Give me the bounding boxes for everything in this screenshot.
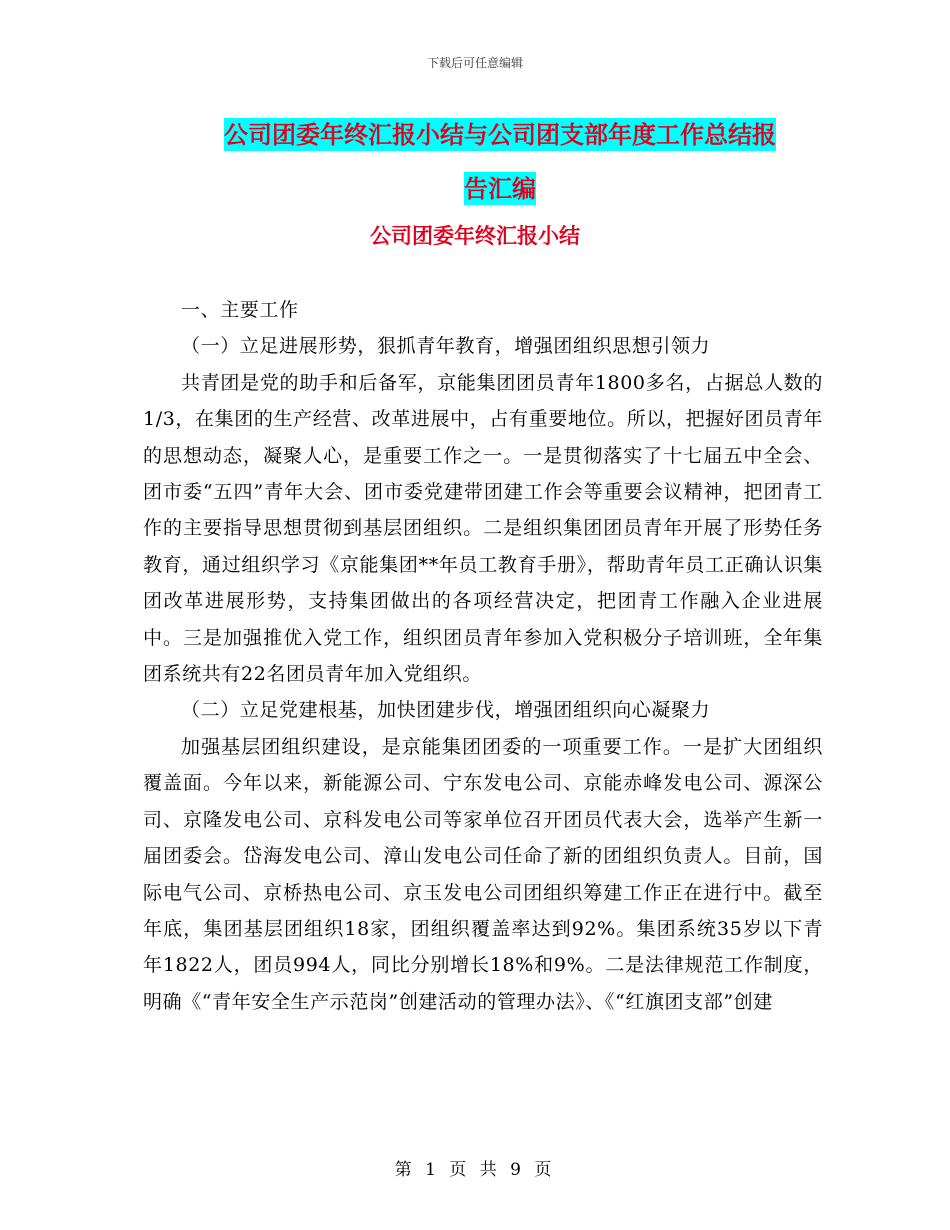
subheading-1: （一）立足进展形势，狠抓青年教育，增强团组织思想引领力 xyxy=(181,335,711,358)
section-title: 公司团委年终汇报小结 xyxy=(370,223,580,248)
document-title-line2: 告汇编 xyxy=(464,174,536,203)
document-body xyxy=(143,292,823,1020)
header-note: 下载后可任意编辑 xyxy=(426,56,523,70)
page-footer: 第 1 页 共 9 页 xyxy=(394,1160,556,1180)
paragraph-1: 共青团是党的助手和后备军，京能集团团员青年1800多名，占据总人数的1/3，在集团的生产经营、改革进展中，占有重要地位。所以，把握好团员青年的思想动态，凝聚人心，是重要工作之一。一是贯彻落实了十七届五中全会、团市委“五四”青年大会、团市委党建带团建工作会等重要会议精神，把团青工作的主要指导思想贯彻到基层团组织。二是组织集团团员青年开展了形势任务教育，通过组织学习《京能集团**年员工教育手册》，帮助青年员工正确认识集团改革进展形势，支持集团做出的各项经营决定，把团青工作融入企业进展中。三是加强推优入党工作，组织团员青年参加入党积极分子培训班，全年集团系统共有22名团员青年加入党组织。 xyxy=(143,371,823,686)
document-title xyxy=(150,108,850,216)
subheading-2: （二）立足党建根基，加快团建步伐，增强团组织向心凝聚力 xyxy=(181,699,711,722)
document-title-line1: 公司团委年终汇报小结与公司团支部年度工作总结报 xyxy=(224,120,776,149)
paragraph-2: 加强基层团组织建设，是京能集团团委的一项重要工作。一是扩大团组织覆盖面。今年以来，新能源公司、宁东发电公司、京能赤峰发电公司、源深公司、京隆发电公司、京科发电公司等家单位召开团员代表大会，选举产生新一届团委会。岱海发电公司、漳山发电公司任命了新的团组织负责人。目前，国际电气公司、京桥热电公司、京玉发电公司团组织筹建工作正在进行中。截至年底，集团基层团组织18家，团组织覆盖率达到92%。集团系统35岁以下青年1822人，团员994人，同比分别增长18%和9%。二是法律规范工作制度，明确《“青年安全生产示范岗”创建活动的管理办法》、《“红旗团支部”创建 xyxy=(143,735,823,1013)
heading-main-work: 一、主要工作 xyxy=(181,299,299,321)
